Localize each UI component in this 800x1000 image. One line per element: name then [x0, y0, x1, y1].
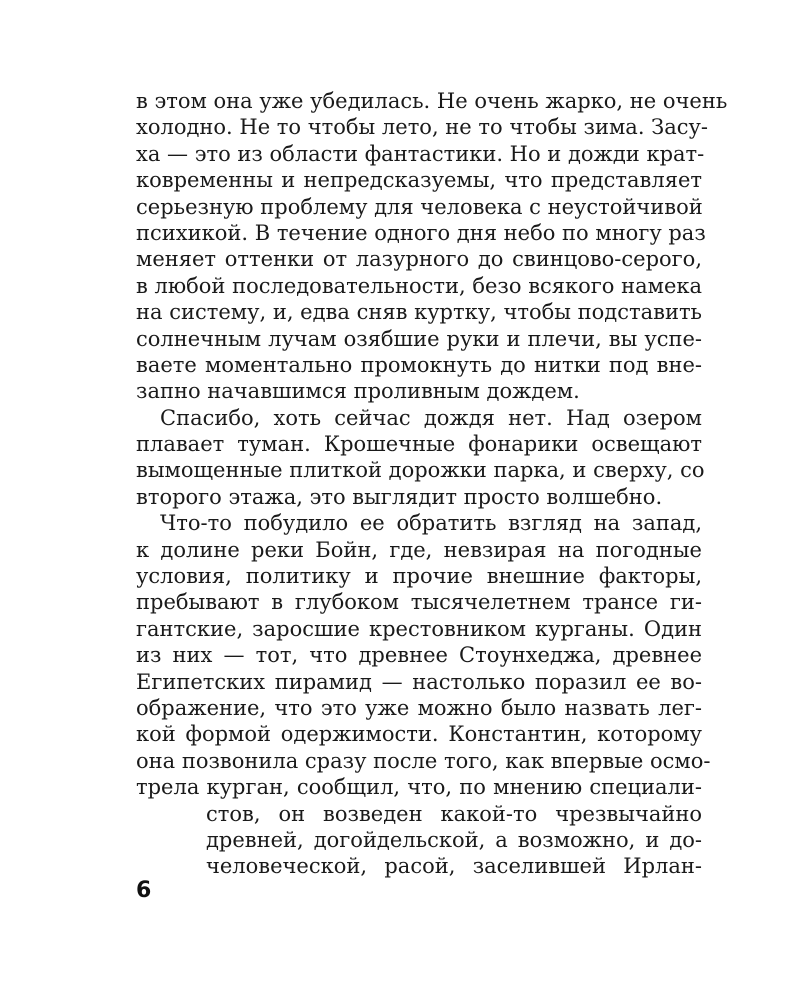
- text-line: Что-то побудило ее обратить взгляд на запад,: [160, 511, 702, 536]
- text-line: кой формой одержимости. Константин, которому: [136, 722, 702, 747]
- text-line: она позвонила сразу после того, как впервые осмо-: [136, 748, 711, 773]
- text-line: в этом она уже убедилась. Не очень жарко, не очень: [136, 89, 728, 113]
- text-line: гантские, заросшие крестовником курганы. Один: [136, 616, 702, 641]
- text-line: на систему, и, едва сняв куртку, чтобы подставить: [136, 300, 702, 325]
- text-line: холодно. Не то чтобы лето, не то чтобы зима. Засу-: [136, 115, 708, 140]
- page-number: 6: [136, 878, 152, 903]
- text-line: запно начавшимся проливным дождем.: [136, 379, 580, 404]
- text-line: древней, догойдельской, а возможно, и до-: [206, 827, 702, 852]
- text-line: в любой последовательности, безо всякого намека: [136, 273, 703, 298]
- text-line: вымощенные плиткой дорожки парка, и сверху, со: [136, 458, 705, 483]
- text-line: плавает туман. Крошечные фонарики освещают: [136, 432, 702, 457]
- text-line: ха — это из области фантастики. Но и дожди крат-: [136, 141, 705, 166]
- text-line: человеческой, расой, заселившей Ирлан-: [206, 854, 702, 879]
- text-line: ваете моментально промокнуть до нитки под вне-: [136, 352, 702, 377]
- text-line: трела курган, сообщил, что, по мнению специали-: [136, 775, 702, 800]
- text-line: стов, он возведен какой-то чрезвычайно: [206, 801, 702, 826]
- text-line: второго этажа, это выглядит просто волшебно.: [136, 484, 663, 509]
- text-line: Спасибо, хоть сейчас дождя нет. Над озером: [160, 405, 702, 430]
- text-line: пребывают в глубоком тысячелетнем трансе ги-: [136, 590, 702, 615]
- text-line: психикой. В течение одного дня небо по многу раз: [136, 220, 706, 245]
- text-line: серьезную проблему для человека с неустойчивой: [136, 194, 703, 219]
- text-line: из них — тот, что древнее Стоунхеджа, древнее: [136, 643, 702, 668]
- text-line: Египетских пирамид — настолько поразил ее во-: [136, 669, 702, 694]
- body-text: [136, 88, 728, 880]
- text-line: ображение, что это уже можно было назвать лег-: [136, 695, 702, 720]
- text-line: условия, политику и прочие внешние факторы,: [136, 564, 702, 589]
- text-line: солнечным лучам озябшие руки и плечи, вы успе-: [136, 326, 702, 351]
- text-line: ковременны и непредсказуемы, что представляет: [136, 168, 702, 193]
- text-line: к долине реки Бойн, где, невзирая на погодные: [136, 537, 702, 562]
- text-line: меняет оттенки от лазурного до свинцово-серого,: [136, 247, 702, 272]
